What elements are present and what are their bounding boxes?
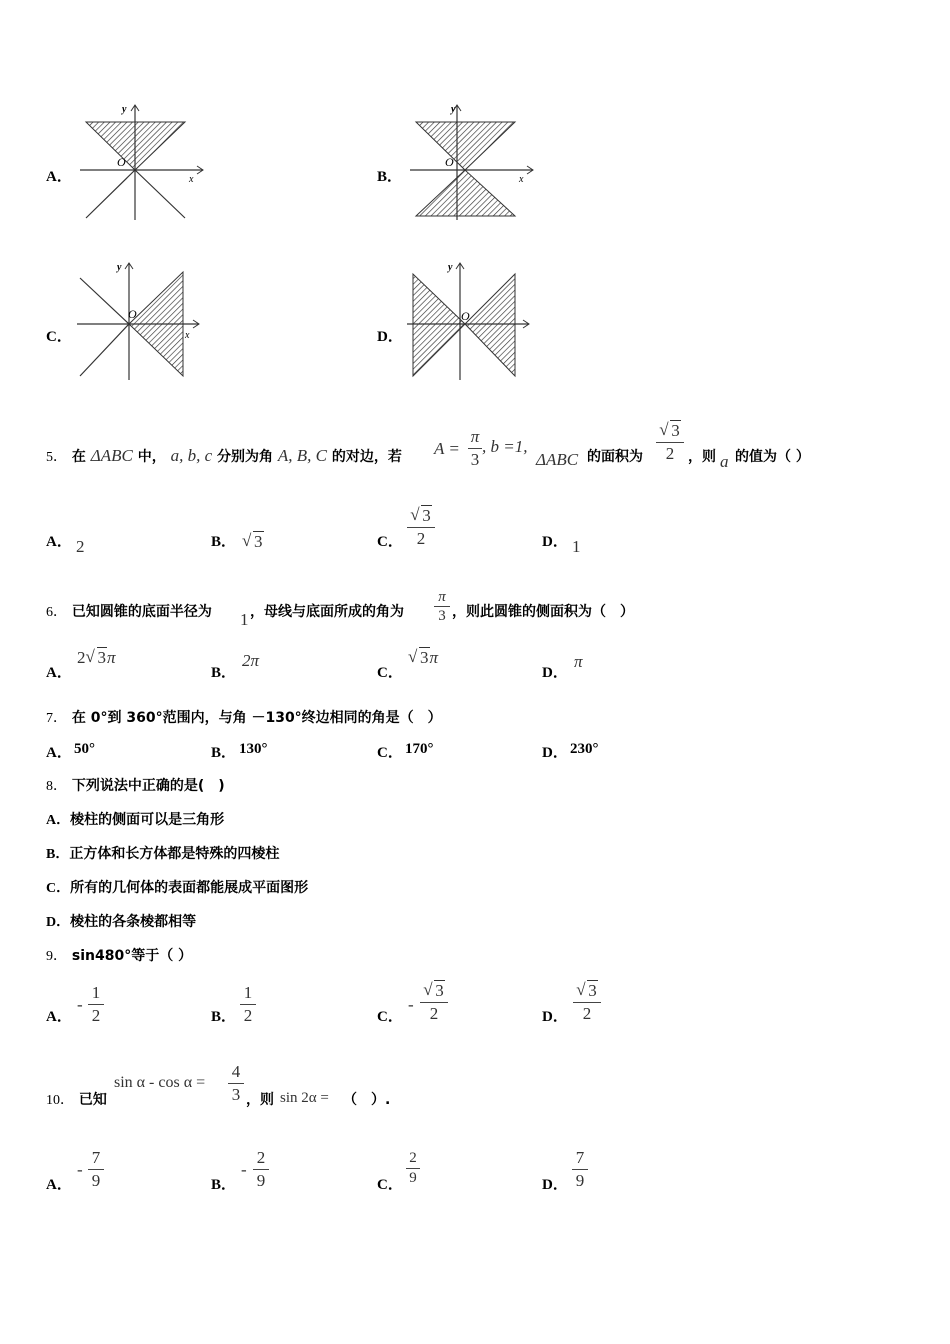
math-pi: π <box>107 648 116 667</box>
x-label: x <box>519 174 524 185</box>
text: 的面积为 <box>587 449 643 465</box>
math-angles: A, B, C <box>277 446 327 465</box>
q10-fraction <box>228 1062 244 1105</box>
math-den: 9 <box>91 1171 101 1190</box>
q9-option-d-label: D． <box>542 1009 568 1025</box>
origin-label: O <box>461 309 470 323</box>
y-label: y <box>122 104 127 115</box>
q6-option-c-label: C． <box>377 665 403 681</box>
origin-label: O <box>117 155 126 169</box>
math-b: , b =1, <box>482 437 528 456</box>
math-den: 2 <box>582 1004 592 1023</box>
math-sign: - <box>77 1160 83 1179</box>
math-triangle: ΔABC <box>90 446 133 465</box>
text: 分别为角 <box>217 449 274 465</box>
q6-option-b-value[interactable]: 2π <box>242 651 260 670</box>
math-radius: 1 <box>240 610 249 629</box>
math-coef: 2 <box>77 648 86 667</box>
question-number: 5． <box>46 450 67 465</box>
option-label: C． <box>46 881 71 896</box>
math-A: A = <box>434 439 460 458</box>
q4-option-c-figure[interactable] <box>75 258 210 382</box>
q5-option-a-value[interactable]: 2 <box>76 537 85 556</box>
q5-option-b-label: B． <box>211 534 237 550</box>
q10-option-a-label: A． <box>46 1177 72 1193</box>
text: ，则 <box>688 449 716 465</box>
math-sides: a, b, c <box>170 446 213 465</box>
q7-option-d-label: D． <box>542 745 568 761</box>
question-9-stem <box>46 945 192 965</box>
q8-option-d[interactable] <box>46 911 196 931</box>
q7-option-b-value[interactable]: 130° <box>239 741 268 757</box>
q6-option-c-value[interactable] <box>408 648 438 668</box>
q6-option-a-label: A． <box>46 665 72 681</box>
option-text: 正方体和长方体都是特殊的四棱柱 <box>69 846 280 862</box>
y-label: y <box>117 262 122 273</box>
text: 已知圆锥的底面半径为 <box>71 604 212 620</box>
q8-option-a[interactable] <box>46 809 224 829</box>
math-pi: π <box>438 589 446 605</box>
math-expr: sin α - cos α = <box>114 1074 206 1091</box>
q10-expression <box>114 1074 205 1092</box>
math-den: 2 <box>243 1006 253 1025</box>
q10-option-c-label: C． <box>377 1177 403 1193</box>
math-triangle: ΔABC <box>536 450 579 469</box>
q4-option-b-figure[interactable] <box>405 100 540 222</box>
q4-option-c-label: C． <box>46 329 72 345</box>
math-a: a <box>720 452 729 471</box>
option-label: B． <box>46 847 70 862</box>
math-num: 1 <box>91 983 101 1002</box>
text: （ ）. <box>343 1092 391 1108</box>
math-expr: sin 2α = <box>280 1090 329 1106</box>
x-label: x <box>189 174 194 185</box>
math-sign: - <box>408 995 414 1014</box>
q9-option-c-value[interactable] <box>420 981 448 1024</box>
text: sin480°等于（ ） <box>71 948 193 964</box>
math-radicand: 3 <box>97 648 106 667</box>
q9-option-d-value[interactable] <box>573 981 601 1024</box>
text: 已知 <box>78 1092 107 1108</box>
question-10-stem <box>46 1089 107 1109</box>
math-pi: π <box>470 427 480 446</box>
math-num: 1 <box>243 983 253 1002</box>
q7-option-c-value[interactable]: 170° <box>405 741 434 757</box>
q6-option-d-label: D． <box>542 665 568 681</box>
question-number: 7． <box>46 711 67 726</box>
q10-option-c-value[interactable] <box>406 1150 420 1187</box>
q5-area-fraction <box>656 421 684 464</box>
q10-option-b-label: B． <box>211 1177 237 1193</box>
math-num: 2 <box>409 1150 417 1166</box>
math-sign: - <box>77 995 83 1014</box>
text: 的值为（ ） <box>735 449 810 465</box>
q5-option-a-label: A． <box>46 534 72 550</box>
text: 在 0°到 360°范围内，与角 －130°终边相同的角是（ ） <box>71 710 442 726</box>
question-number: 9． <box>46 949 67 964</box>
origin-label: O <box>128 307 137 321</box>
q10-option-a-value[interactable] <box>88 1148 104 1191</box>
q4-option-a-label: A． <box>46 169 72 185</box>
question-number: 8． <box>46 779 67 794</box>
line-icon <box>86 170 135 218</box>
math-three: 3 <box>470 450 480 469</box>
q9-option-b-label: B． <box>211 1009 237 1025</box>
text: ，则此圆锥的侧面积为（ ） <box>452 604 634 620</box>
q9-option-c-label: C． <box>377 1009 403 1025</box>
math-den: 9 <box>256 1171 266 1190</box>
math-radicand: 3 <box>671 421 680 440</box>
q10-option-d-value[interactable] <box>572 1148 588 1191</box>
q10-option-d-label: D． <box>542 1177 568 1193</box>
q8-option-b[interactable] <box>46 843 279 863</box>
math-den: 9 <box>575 1171 585 1190</box>
q4-option-a-figure[interactable] <box>75 100 210 222</box>
math-den: 3 <box>231 1085 241 1104</box>
q8-option-c[interactable] <box>46 877 308 897</box>
q7-option-a-value[interactable]: 50° <box>74 741 95 757</box>
math-radicand: 3 <box>588 981 597 1000</box>
q4-option-d-label: D． <box>377 329 403 345</box>
q5-option-d-value[interactable]: 1 <box>572 537 581 556</box>
q4-option-d-figure[interactable] <box>405 258 540 382</box>
text: 下列说法中正确的是( ) <box>71 778 225 794</box>
text: 在 <box>71 449 86 465</box>
q7-option-b-label: B． <box>211 745 237 761</box>
q7-option-d-value[interactable]: 230° <box>570 741 599 757</box>
option-label: A． <box>46 813 71 828</box>
math-num: 7 <box>575 1148 585 1167</box>
math-three: 3 <box>438 608 446 624</box>
q6-option-b-label: B． <box>211 665 237 681</box>
math-radicand: 3 <box>422 506 431 525</box>
question-number: 10． <box>46 1093 74 1108</box>
math-pi: π <box>429 648 439 667</box>
math-den: 2 <box>429 1004 439 1023</box>
y-label: y <box>448 262 453 273</box>
text: 中， <box>137 449 166 465</box>
q9-option-a-value[interactable] <box>88 983 104 1026</box>
option-text: 棱柱的各条棱都相等 <box>70 914 197 930</box>
x-label: x <box>185 330 190 341</box>
math-radicand: 3 <box>420 648 429 667</box>
math-num: 7 <box>91 1148 101 1167</box>
text: ，母线与底面所成的角为 <box>250 604 404 620</box>
q10-option-b-value[interactable] <box>253 1148 269 1191</box>
math-num: 2 <box>256 1148 266 1167</box>
math-sign: - <box>241 1160 247 1179</box>
option-text: 所有的几何体的表面都能展成平面图形 <box>70 880 309 896</box>
origin-label: O <box>445 155 454 169</box>
q6-angle-fraction <box>434 589 450 624</box>
question-6-stem <box>46 601 212 621</box>
math-den: 2 <box>416 529 426 548</box>
q6-option-a-value[interactable] <box>77 648 116 668</box>
math-num: 4 <box>231 1062 241 1081</box>
y-label: y <box>451 104 456 115</box>
question-7-stem <box>46 707 442 727</box>
question-5-stem <box>46 446 402 466</box>
text: 的对边，若 <box>331 449 402 465</box>
math-den: 2 <box>665 444 675 463</box>
q5-option-d-label: D． <box>542 534 568 550</box>
math-radicand: 3 <box>254 532 263 551</box>
q5-option-c-label: C． <box>377 534 403 550</box>
q6-option-d-value[interactable]: π <box>574 652 583 671</box>
question-8-stem <box>46 775 225 795</box>
q9-option-a-label: A． <box>46 1009 72 1025</box>
option-text: 棱柱的侧面可以是三角形 <box>70 812 225 828</box>
option-label: D． <box>46 915 71 930</box>
q7-option-a-label: A． <box>46 745 72 761</box>
text: ，则 <box>246 1092 274 1108</box>
question-number: 6． <box>46 605 67 620</box>
math-den: 9 <box>409 1170 417 1186</box>
q7-option-c-label: C． <box>377 745 403 761</box>
q9-option-b-value[interactable] <box>240 983 256 1026</box>
math-radicand: 3 <box>435 981 444 1000</box>
q5-option-b-value[interactable] <box>242 532 264 552</box>
math-den: 2 <box>91 1006 101 1025</box>
q5-option-c-value[interactable] <box>407 506 435 549</box>
q4-option-b-label: B． <box>377 169 403 185</box>
